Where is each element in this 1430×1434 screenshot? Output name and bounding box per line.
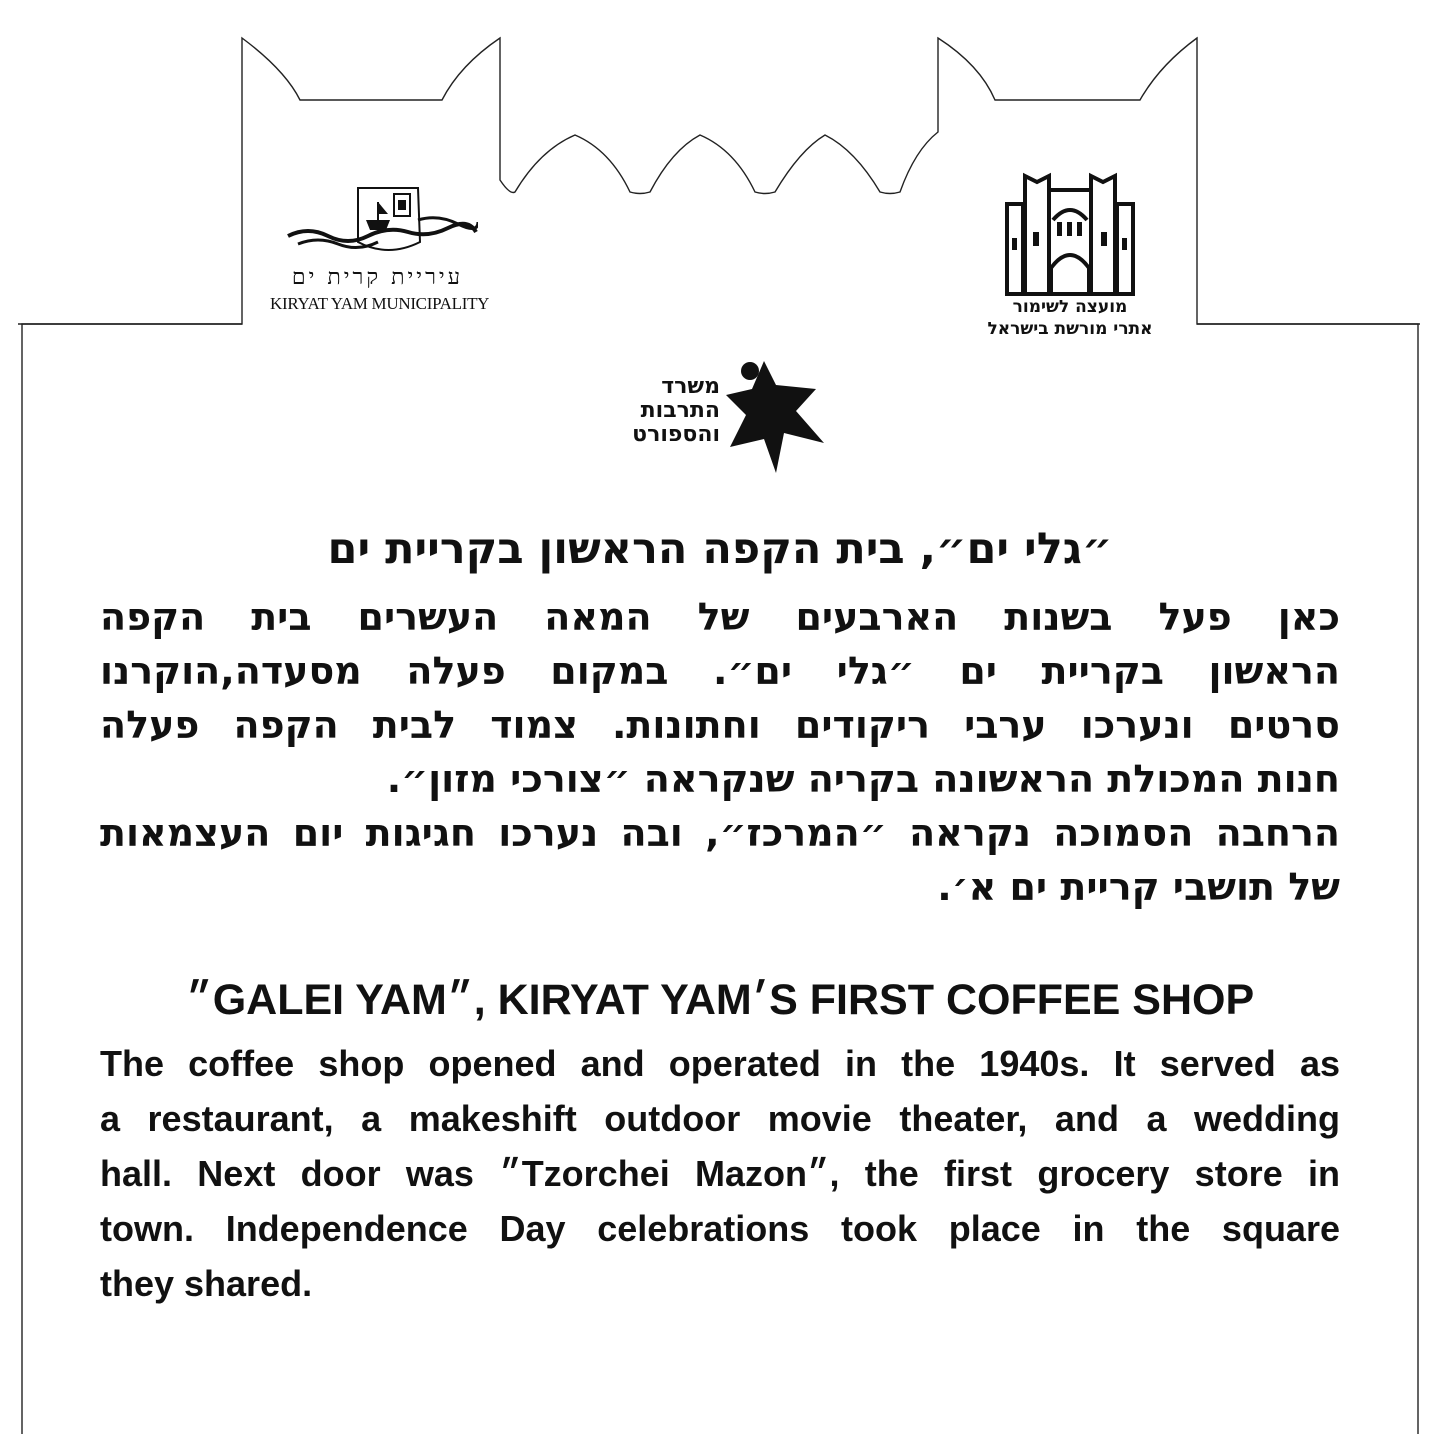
hebrew-body (100, 590, 1340, 914)
english-title: ״GALEI YAM״, KIRYAT YAM׳S FIRST COFFEE SHOP (185, 976, 1255, 1024)
council-name-line1: מועצה לשימור (1012, 297, 1128, 317)
hebrew-body-line: של תושבי קריית ים א׳. (937, 865, 1340, 909)
hebrew-body-line: הראשון בקריית ים ״גלי ים״. במקום פעלה מסעדה,הוקרנו (100, 649, 1340, 693)
english-body-line: a restaurant, a makeshift outdoor movie theater, and a wedding (100, 1098, 1340, 1139)
hebrew-body-line: כאן פעל בשנות הארבעים של המאה העשרים בית הקפה (100, 595, 1340, 639)
municipality-emblem-icon (278, 180, 478, 260)
english-body-line: hall. Next door was ״Tzorchei Mazon״, the first grocery store in (100, 1153, 1340, 1194)
hebrew-title: ״גלי ים״, בית הקפה הראשון בקריית ים (327, 524, 1113, 574)
ministry-name-line1: משרד (661, 374, 720, 399)
hebrew-body-line: הרחבה הסמוכה נקראה ״המרכז״, ובה נערכו חגיגות יום העצמאות (100, 811, 1340, 855)
municipality-english-name: KIRYAT YAM MUNICIPALITY (270, 294, 490, 313)
municipality-hebrew-name: עיריית קרית ים (291, 265, 464, 290)
hebrew-body-line: חנות המכולת הראשונה בקריה שנקראה ״צורכי מזון״. (386, 757, 1340, 801)
ministry-of-culture-logo (600, 355, 840, 480)
ministry-name-line3: והספורט (632, 422, 720, 447)
ministry-star-icon (718, 355, 830, 475)
castle-gate-icon (1003, 172, 1137, 296)
heritage-council-logo (960, 172, 1180, 352)
english-body (100, 1036, 1340, 1311)
kiryat-yam-municipality-logo (270, 180, 490, 330)
council-name-line2: אתרי מורשת בישראל (987, 319, 1153, 339)
english-body-line: The coffee shop opened and operated in the 1940s. It served as (100, 1043, 1340, 1084)
hebrew-body-line: סרטים ונערכו ערבי ריקודים וחתונות. צמוד לבית הקפה פעלה (100, 703, 1340, 747)
ministry-name-line2: התרבות (640, 398, 720, 423)
english-body-line: they shared. (100, 1263, 313, 1304)
english-body-line: town. Independence Day celebrations took place in the square (100, 1208, 1340, 1249)
